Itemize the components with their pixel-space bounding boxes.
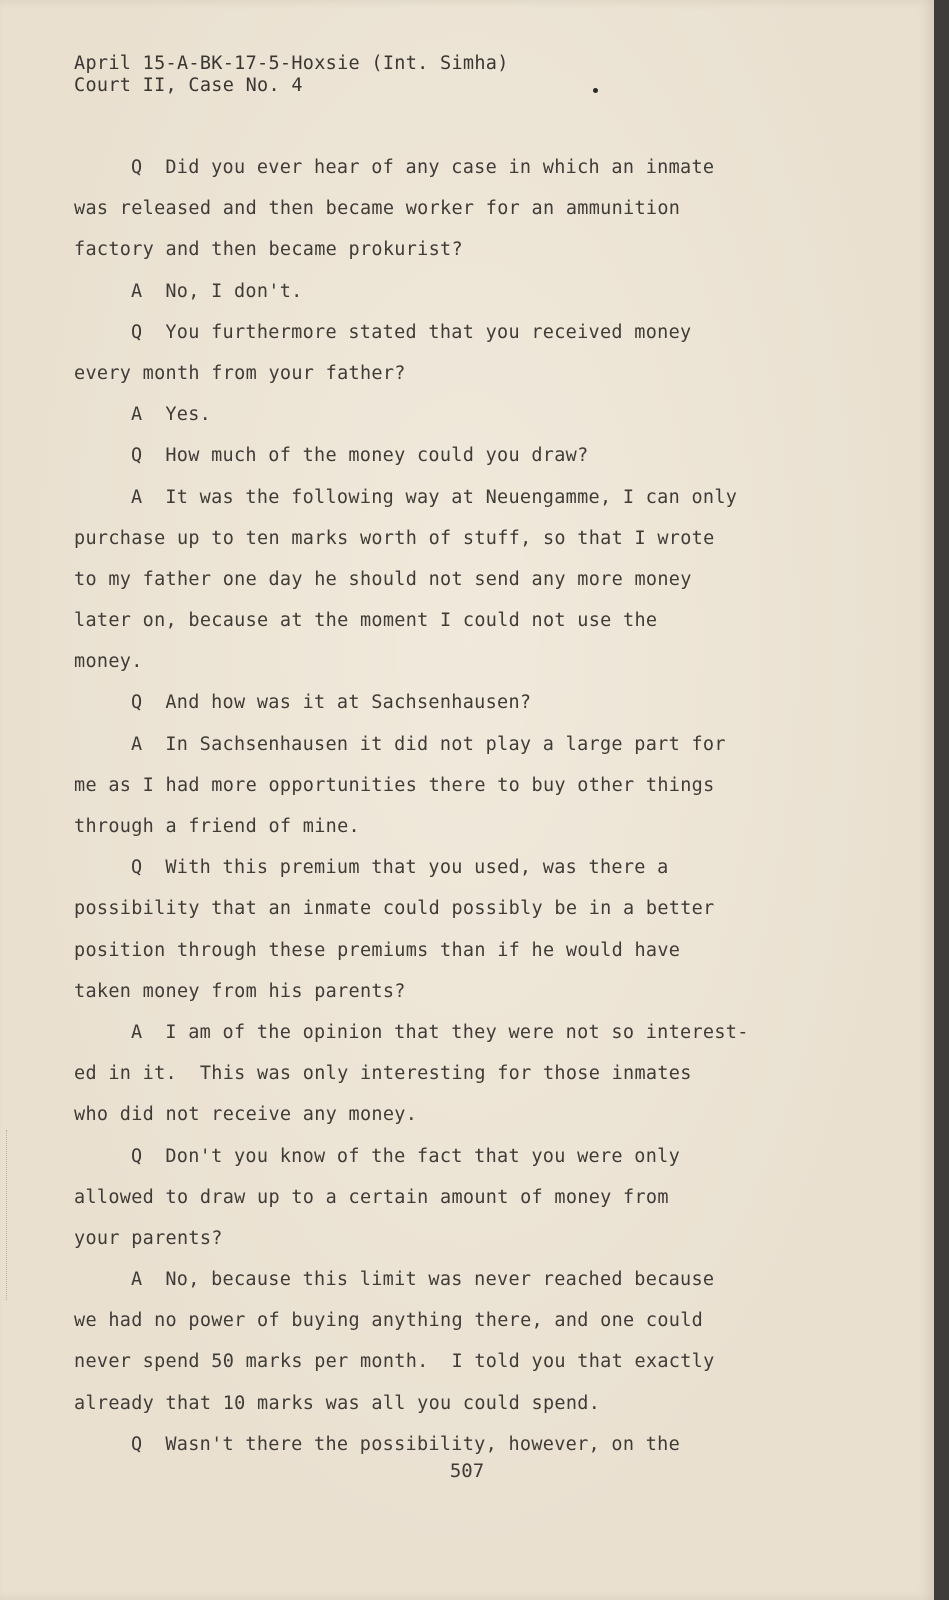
transcript-line: position through these premiums than if he would have (74, 939, 681, 961)
ink-mark (593, 88, 598, 93)
transcript-line: Q Don't you know of the fact that you were only (131, 1145, 681, 1167)
transcript-line: we had no power of buying anything there, and one could (74, 1310, 704, 1332)
transcript-line: purchase up to ten marks worth of stuff, so that I wrote (74, 527, 715, 549)
transcript-line: who did not receive any money. (74, 1104, 418, 1126)
transcript-line: A Yes. (131, 404, 212, 426)
transcript-line: later on, because at the moment I could not use the (74, 610, 658, 632)
transcript-line: never spend 50 marks per month. I told you that exactly (74, 1351, 715, 1373)
transcript-line: A I am of the opinion that they were not so interest- (131, 1021, 749, 1043)
transcript-line: already that 10 marks was all you could spend. (74, 1392, 601, 1414)
transcript-line: factory and then became prokurist? (74, 239, 463, 261)
transcript-line: A No, I don't. (131, 280, 303, 302)
transcript-line: through a friend of mine. (74, 816, 360, 837)
transcript-line: allowed to draw up to a certain amount of money from (74, 1186, 669, 1208)
margin-binding-marks (6, 1130, 17, 1300)
transcript-line: was released and then became worker for an ammunition (74, 198, 681, 220)
header-line-2: Court II, Case No. 4 (74, 75, 303, 96)
header-line-1: April 15-A-BK-17-5-Hoxsie (Int. Simha) (74, 53, 509, 74)
transcript-line: A No, because this limit was never reached because (131, 1269, 715, 1291)
transcript-line: Q And how was it at Sachsenhausen? (131, 692, 532, 714)
document-header (74, 53, 509, 97)
transcript-line: Q With this premium that you used, was there a (131, 857, 669, 879)
transcript-line: Q Wasn't there the possibility, however, on the (131, 1433, 681, 1455)
transcript-line: your parents? (74, 1227, 223, 1249)
transcript-line: possibility that an inmate could possibly be in a better (74, 898, 715, 920)
transcript-line: A It was the following way at Neuengamme, I can only (131, 486, 738, 508)
page-number: 507 (449, 1460, 485, 1482)
transcript-line: taken money from his parents? (74, 980, 406, 1002)
transcript-body (74, 147, 834, 1465)
transcript-line: Q You furthermore stated that you received money (131, 321, 692, 343)
transcript-line: money. (74, 651, 143, 673)
transcript-line: every month from your father? (74, 362, 406, 384)
transcript-line: Q Did you ever hear of any case in which an inmate (131, 157, 715, 178)
transcript-line: A In Sachsenhausen it did not play a large part for (131, 733, 726, 755)
transcript-line: to my father one day he should not send any more money (74, 568, 692, 590)
transcript-line: me as I had more opportunities there to buy other things (74, 774, 715, 796)
transcript-line: Q How much of the money could you draw? (131, 445, 589, 467)
transcript-line: ed in it. This was only interesting for those inmates (74, 1063, 692, 1085)
